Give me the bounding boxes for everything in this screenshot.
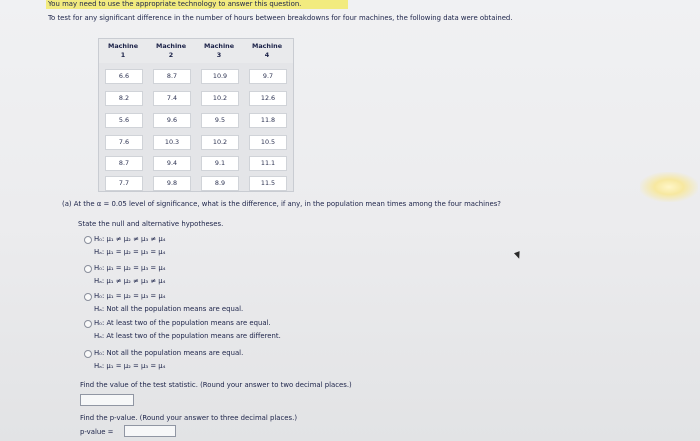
table-header xyxy=(99,39,293,63)
table-cell: 8.7 xyxy=(153,69,191,84)
table-cell: 9.1 xyxy=(201,156,239,171)
option-1-null: H₀: μ₁ ≠ μ₂ ≠ μ₃ ≠ μ₄ xyxy=(94,235,166,243)
mouse-pointer-icon xyxy=(514,251,522,260)
table-cell: 10.2 xyxy=(201,91,239,106)
radio-option-3[interactable] xyxy=(84,293,92,301)
option-1-alternative: Hₐ: μ₁ = μ₂ = μ₃ = μ₄ xyxy=(94,248,166,256)
table-cell: 11.5 xyxy=(249,176,287,191)
table-cell: 12.6 xyxy=(249,91,287,106)
option-5-alternative: Hₐ: μ₁ = μ₂ = μ₃ = μ₄ xyxy=(94,362,166,370)
pvalue-prompt: Find the p-value. (Round your answer to three decimal places.) xyxy=(80,414,298,422)
table-cell: 8.9 xyxy=(201,176,239,191)
data-table xyxy=(98,38,294,192)
instruction-note: You may need to use the appropriate technology to answer this question. xyxy=(48,0,302,8)
column-header-machine-4: Machine 4 xyxy=(251,42,283,59)
test-statistic-prompt: Find the value of the test statistic. (Round your answer to two decimal places.) xyxy=(80,381,352,389)
radio-option-4[interactable] xyxy=(84,320,92,328)
radio-option-5[interactable] xyxy=(84,350,92,358)
table-cell: 8.7 xyxy=(105,156,143,171)
table-cell: 9.5 xyxy=(201,113,239,128)
option-3-null: H₀: μ₁ = μ₂ = μ₃ = μ₄ xyxy=(94,292,166,300)
test-statistic-input[interactable] xyxy=(80,394,134,406)
table-cell: 9.8 xyxy=(153,176,191,191)
radio-option-2[interactable] xyxy=(84,265,92,273)
option-4-null: H₀: At least two of the population means are equal. xyxy=(94,319,271,327)
table-cell: 10.3 xyxy=(153,135,191,150)
table-cell: 10.2 xyxy=(201,135,239,150)
question-part-a: (a) At the α = 0.05 level of significance, what is the difference, if any, in the population mean times among the four machines? xyxy=(62,200,501,208)
table-cell: 7.4 xyxy=(153,91,191,106)
pvalue-input[interactable] xyxy=(124,425,176,437)
table-cell: 11.8 xyxy=(249,113,287,128)
table-cell: 8.2 xyxy=(105,91,143,106)
table-cell: 7.6 xyxy=(105,135,143,150)
table-cell: 9.4 xyxy=(153,156,191,171)
hypotheses-prompt: State the null and alternative hypotheses. xyxy=(78,220,224,228)
option-4-alternative: Hₐ: At least two of the population means are different. xyxy=(94,332,281,340)
table-cell: 7.7 xyxy=(105,176,143,191)
option-5-null: H₀: Not all the population means are equal. xyxy=(94,349,244,357)
table-cell: 6.6 xyxy=(105,69,143,84)
column-header-machine-3: Machine 3 xyxy=(203,42,235,59)
option-3-alternative: Hₐ: Not all the population means are equal. xyxy=(94,305,244,313)
table-cell: 5.6 xyxy=(105,113,143,128)
pvalue-label: p-value = xyxy=(80,428,114,436)
table-cell: 9.7 xyxy=(249,69,287,84)
option-2-null: H₀: μ₁ = μ₂ = μ₃ = μ₄ xyxy=(94,264,166,272)
problem-intro: To test for any significant difference in the number of hours between breakdowns for four machines, the following data were obtained. xyxy=(48,14,513,22)
option-2-alternative: Hₐ: μ₁ ≠ μ₂ ≠ μ₃ ≠ μ₄ xyxy=(94,277,166,285)
table-cell: 10.9 xyxy=(201,69,239,84)
table-cell: 9.6 xyxy=(153,113,191,128)
screen-glare xyxy=(640,172,698,202)
table-cell: 10.5 xyxy=(249,135,287,150)
column-header-machine-2: Machine 2 xyxy=(155,42,187,59)
column-header-machine-1: Machine 1 xyxy=(107,42,139,59)
radio-option-1[interactable] xyxy=(84,236,92,244)
table-cell: 11.1 xyxy=(249,156,287,171)
